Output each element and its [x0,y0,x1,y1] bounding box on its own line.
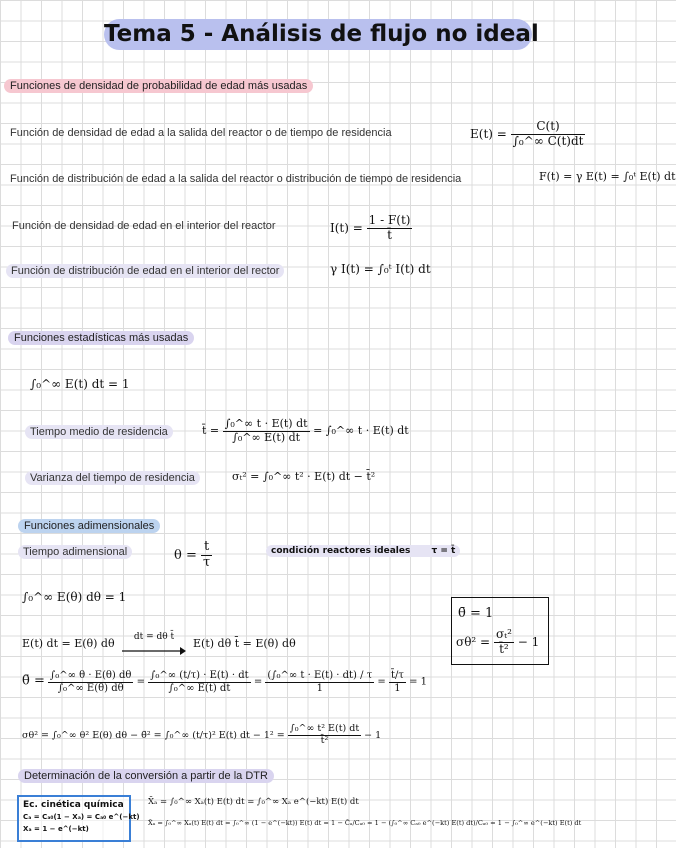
arrow-right-icon [122,647,186,655]
change-arrow [122,632,186,660]
formula-i-t-num: 1 - F(t) [368,213,411,227]
box-theta-variance [456,628,539,657]
formula-i-t-den: t̄ [387,227,392,242]
formula-e-t [470,120,585,149]
variance-label: Varianza del tiempo de residencia [25,471,200,485]
mean-time-num: ∫₀^∞ t · E(t) dt [224,417,308,430]
formula-e-t-num: C(t) [511,120,586,135]
box-variance-tail: − 1 [517,634,540,649]
formula-e-t-den: ∫₀^∞ C(t)dt [512,133,584,148]
formula-conversion-1: X̄ₐ = ∫₀^∞ Xₐ(t) E(t) dt = ∫₀^∞ Xₐ e^(−kt) E(t) dt [148,797,359,807]
kinetic-equation-box [17,795,140,842]
formula-f-t: F(t) = γ E(t) = ∫₀ᵗ E(t) dt [539,170,676,183]
theta-mean-f2-den: ∫₀^∞ E(t) dt [168,682,231,694]
formula-theta-mean [22,670,427,694]
sigma-theta-chain: σθ² = ∫₀^∞ θ² E(θ) dθ − θ̄² = ∫₀^∞ (t/τ)² E(t) dt − 1² = [22,729,285,741]
box-theta-mean: θ̄ = 1 [458,606,494,621]
kinetic-box-line-1: Cₐ = Cₐ₀(1 − Xₐ) = Cₐ₀ e^(−kt) [23,813,140,821]
row-label-internal-age-distribution: Función de distribución de edad en el interior del rector [6,264,284,278]
sigma-theta-fraction [288,724,361,747]
section-heading-dimensionless: Funciones adimensionales [18,519,160,533]
theta-mean-fraction-1 [48,670,133,694]
theta-mean-fraction-2 [148,670,250,694]
dimensionless-time-label: Tiempo adimensional [18,545,132,559]
formula-normalization: ∫₀^∞ E(t) dt = 1 [30,377,130,391]
formula-i-t-fraction [367,214,413,243]
theta-mean-f2-num: ∫₀^∞ (t/τ) · E(t) · dt [150,670,249,681]
theta-mean-fraction-3 [265,670,374,694]
mean-time-label: Tiempo medio de residencia [25,425,173,439]
box-variance-lhs: σθ² = [456,634,491,649]
box-variance-num: σₜ² [495,627,512,641]
theta-mean-end: = 1 [409,676,428,688]
mean-time-rhs: = ∫₀^∞ t · E(t) dt [313,424,409,438]
section-heading-statistics: Funciones estadísticas más usadas [8,331,194,345]
sigma-theta-end: − 1 [364,729,382,741]
page-title: Tema 5 - Análisis de flujo no ideal [104,19,532,50]
formula-i-t [330,214,412,243]
row-label-internal-age-density: Función de densidad de edad en el interior del reactor [12,220,276,232]
kinetic-box-line-2: Xₐ = 1 − e^(−kt) [23,825,89,833]
sigma-theta-den: t̄² [320,734,329,746]
theta-num: t [201,540,212,556]
box-variance-den: t̄² [499,641,509,656]
theta-mean-fraction-4 [389,670,406,694]
formula-change-left: E(t) dt = E(θ) dθ [22,637,115,650]
formula-mean-time [202,418,409,444]
condition-text: condición reactores ideales [271,546,411,556]
arrow-label: dt = dθ t̄ [133,632,175,642]
theta-mean-eq-1: = [136,676,146,688]
theta-summary-box [451,597,549,665]
kinetic-box-title: Ec. cinética química [23,800,124,810]
row-label-exit-age-density: Función de densidad de edad a la salida del reactor o de tiempo de residencia [10,127,392,139]
formula-e-t-fraction [511,120,586,149]
theta-fraction [201,540,212,571]
theta-den: τ [203,554,211,570]
sigma-theta-num: ∫₀^∞ t² E(t) dt [289,723,360,734]
theta-mean-f4-num: t̄/τ [391,670,404,681]
theta-mean-f1-den: ∫₀^∞ E(θ) dθ [57,682,124,694]
row-label-exit-age-distribution: Función de distribución de edad a la salida del reactor o distribución de tiempo de residencia [10,173,462,185]
theta-mean-f4-den: 1 [394,682,401,694]
theta-mean-eq-2: = [253,676,263,688]
theta-mean-f3-num: (∫₀^∞ t · E(t) · dt) / τ [267,670,373,681]
box-variance-fraction [494,628,514,657]
mean-time-lhs: t̄ = [202,424,220,438]
section-heading-conversion: Determinación de la conversión a partir de la DTR [18,769,274,783]
formula-variance: σₜ² = ∫₀^∞ t² · E(t) dt − t̄² [232,470,376,483]
formula-conversion-2: X̄ₐ = ∫₀^∞ Xₐ(t) E(t) dt = ∫₀^∞ (1 − e^(−kt)) E(t) dt = 1 − C̄ₐ/Cₐ₀ = 1 − (∫₀^∞ Cₐ₀ e^(−kt) E(t) dt)/Cₐ₀ = 1 − ∫₀^∞ e^(−kt) E(t) dt [148,819,582,827]
formula-change-right: E(t) dθ t̄ = E(θ) dθ [193,637,296,650]
ideal-reactor-condition [266,545,460,557]
mean-time-fraction [223,418,310,444]
theta-mean-eq-3: = [377,676,386,688]
formula-theta-normalization: ∫₀^∞ E(θ) dθ = 1 [22,590,127,604]
formula-gamma-i-t: γ I(t) = ∫₀ᵗ I(t) dt [330,262,431,276]
theta-mean-f3-den: 1 [316,682,324,694]
theta-lhs: θ = [174,547,197,563]
formula-theta [174,540,212,571]
section-heading-age-density: Funciones de densidad de probabilidad de edad más usadas [4,79,313,93]
formula-e-t-lhs: E(t) = [470,126,507,141]
formula-theta-variance [22,724,381,747]
theta-mean-f1-num: ∫₀^∞ θ · E(θ) dθ [50,670,132,681]
theta-mean-lhs: θ̄ = [22,673,45,689]
condition-equation: τ = t̄ [431,546,456,556]
formula-i-t-lhs: I(t) = [330,220,363,235]
mean-time-den: ∫₀^∞ E(t) dt [232,430,301,444]
